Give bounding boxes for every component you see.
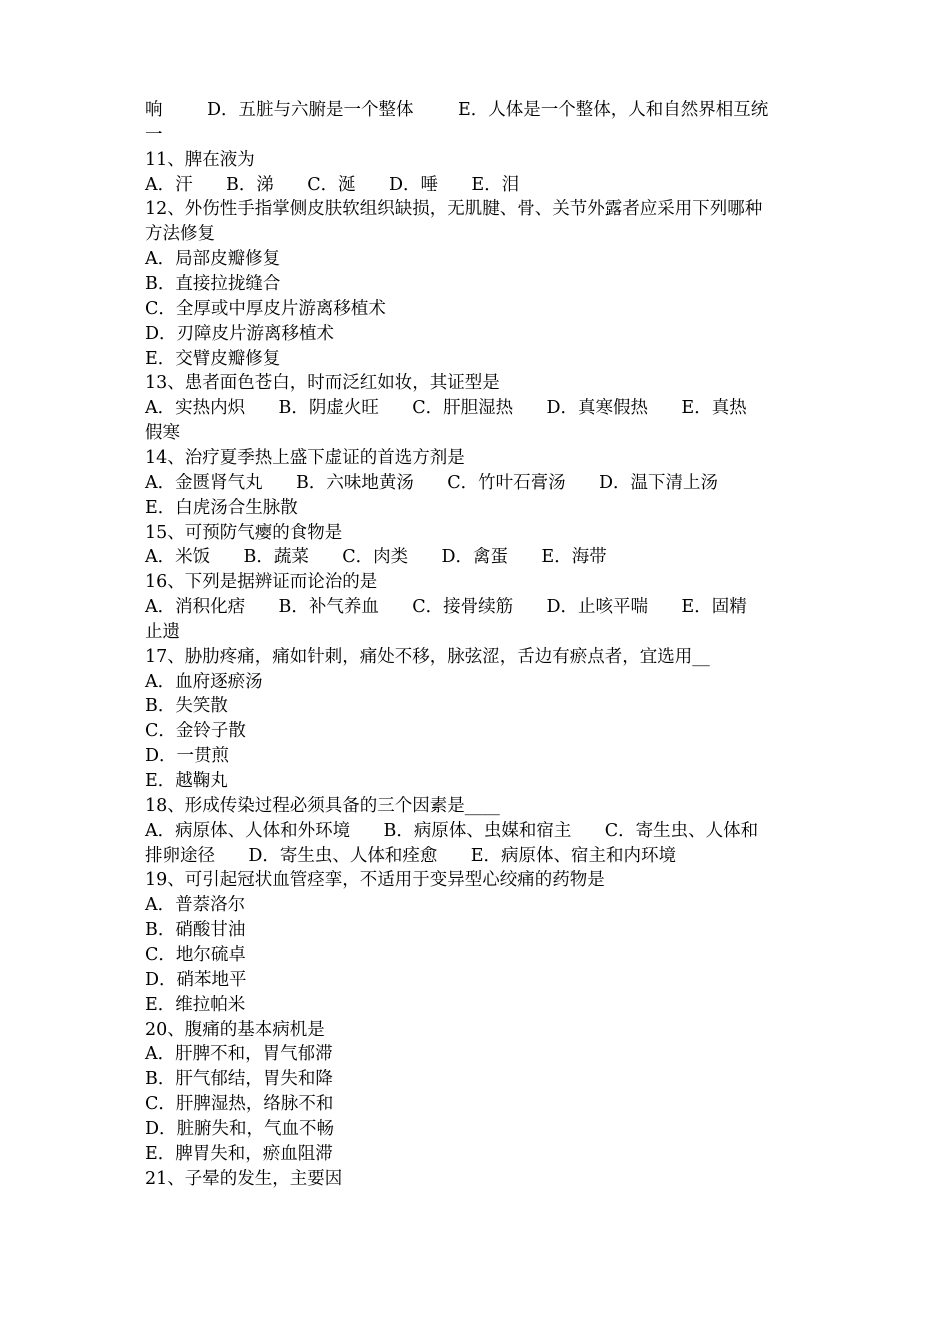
text-line: C．肝脾湿热，络脉不和 — [145, 1094, 334, 1114]
text-line: C．地尔硫卓 — [145, 944, 246, 965]
text-line: C．金铃子散 — [145, 721, 246, 742]
text-line: D．一贯煎 — [145, 746, 230, 767]
text-line: A．病原体、人体和外环境 B．病原体、虫媒和宿主 C．寄生虫、人体和 — [145, 820, 759, 841]
text-line: D．硝苯地平 — [145, 969, 247, 990]
text-line: 响 D．五脏与六腑是一个整体 E．人体是一个整体，人和自然界相互统 — [145, 100, 769, 120]
text-line: A．普萘洛尔 — [145, 895, 246, 916]
text-line: E．交臂皮瓣修复 — [145, 348, 281, 369]
text-line: A．实热内炽 B．阴虚火旺 C．肝胆湿热 D．真寒假热 E．真热 — [145, 398, 747, 419]
text-line: A．金匮肾气丸 B．六味地黄汤 C．竹叶石膏汤 D．温下清上汤 — [145, 472, 719, 493]
text-line: 17、胁肋疼痛，痛如针刺，痛处不移，脉弦涩，舌边有瘀点者，宜选用__ — [145, 646, 710, 667]
text-line: 排卵途径 D．寄生虫、人体和痊愈 E．病原体、宿主和内环境 — [145, 845, 677, 866]
text-line: A．米饭 B．蔬菜 C．肉类 D．禽蛋 E．海带 — [145, 547, 607, 568]
text-line: E．脾胃失和，瘀血阻滞 — [145, 1143, 333, 1164]
text-line: 16、下列是据辨证而论治的是 — [145, 572, 378, 593]
text-line: 一 — [145, 124, 163, 145]
text-line: 方法修复 — [145, 224, 215, 245]
text-line: 18、形成传染过程必须具备的三个因素是____ — [145, 795, 500, 816]
text-line: 11、脾在液为 — [145, 149, 255, 170]
text-line: B．失笑散 — [145, 696, 228, 717]
text-line: 13、患者面色苍白，时而泛红如妆，其证型是 — [145, 373, 500, 394]
text-line: 15、可预防气瘿的食物是 — [145, 522, 343, 543]
text-line: 14、治疗夏季热上盛下虚证的首选方剂是 — [145, 447, 465, 468]
text-line: 21、子晕的发生，主要因 — [145, 1168, 343, 1189]
text-line: 20、腹痛的基本病机是 — [145, 1019, 325, 1040]
text-line: B．肝气郁结，胃失和降 — [145, 1069, 333, 1090]
text-line: E．维拉帕米 — [145, 994, 246, 1015]
text-line: 19、可引起冠状血管痉挛，不适用于变异型心绞痛的药物是 — [145, 870, 605, 891]
text-line: D．刃障皮片游离移植术 — [145, 323, 335, 344]
text-line: 止遗 — [145, 621, 180, 642]
text-line: E．越鞠丸 — [145, 771, 228, 791]
text-line: B．硝酸甘油 — [145, 920, 246, 941]
text-line: 12、外伤性手指掌侧皮肤软组织缺损，无肌腱、骨、关节外露者应采用下列哪种 — [145, 199, 763, 220]
text-line: A．血府逐瘀汤 — [145, 671, 263, 692]
text-line: 假寒 — [145, 423, 180, 444]
text-line: D．脏腑失和，气血不畅 — [145, 1118, 335, 1139]
text-line: A．汗 B．涕 C．涎 D．唾 E．泪 — [145, 174, 520, 195]
text-line: A．肝脾不和，胃气郁滞 — [145, 1044, 333, 1065]
text-line: A．局部皮瓣修复 — [145, 249, 281, 270]
text-line: B．直接拉拢缝合 — [145, 274, 281, 294]
text-line: C．全厚或中厚皮片游离移植术 — [145, 298, 386, 319]
text-line: A．消积化痞 B．补气养血 C．接骨续筋 D．止咳平喘 E．固精 — [145, 597, 747, 617]
text-line: E．白虎汤合生脉散 — [145, 497, 298, 518]
